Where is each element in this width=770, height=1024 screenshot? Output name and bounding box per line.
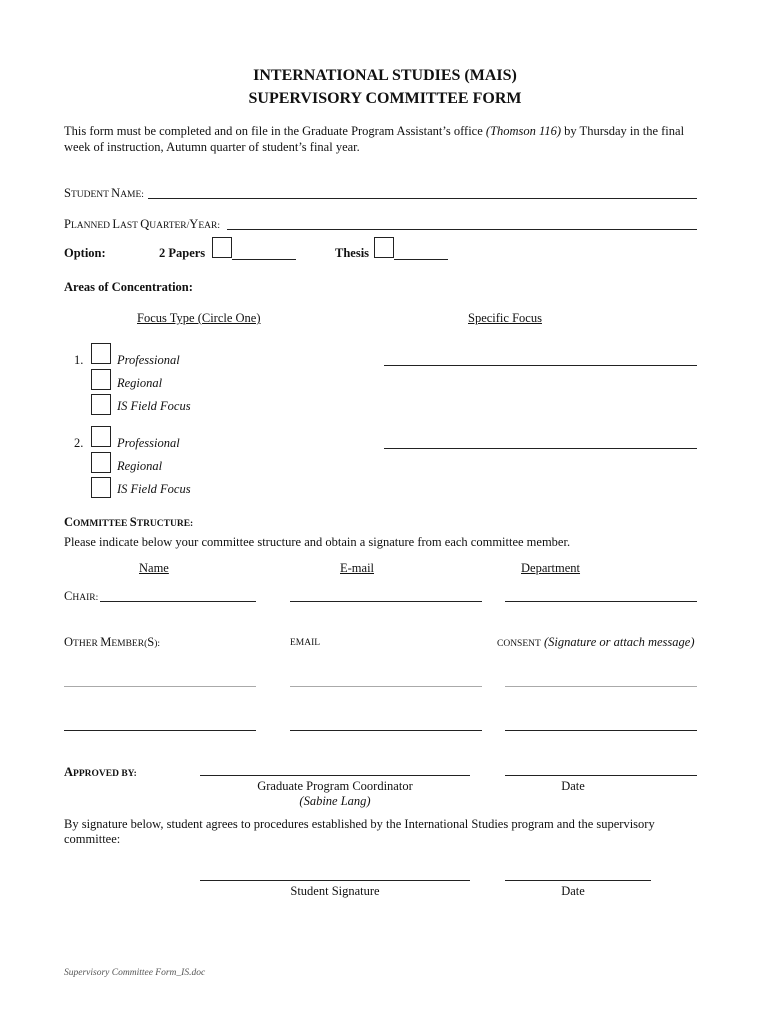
focus-1-is-field-checkbox[interactable] bbox=[91, 394, 111, 415]
focus-1-is-field-label: IS Field Focus bbox=[117, 399, 191, 413]
focus-group-1-number: 1. bbox=[74, 353, 84, 367]
focus-2-is-field-label: IS Field Focus bbox=[117, 482, 191, 496]
chair-department-field[interactable] bbox=[505, 601, 697, 602]
intro-text-line2: week of instruction, Autumn quarter of student’s final year. bbox=[64, 140, 360, 154]
specific-focus-2-field[interactable] bbox=[384, 448, 697, 449]
focus-2-professional-checkbox[interactable] bbox=[91, 426, 111, 447]
member-1-email-field[interactable] bbox=[290, 686, 482, 687]
intro-before: This form must be completed and on file in the Graduate Program Assistant’s office bbox=[64, 124, 486, 138]
student-name-field[interactable] bbox=[148, 198, 697, 199]
student-name-label: STUDENT NAME: bbox=[64, 186, 144, 200]
option-papers-checkbox[interactable] bbox=[212, 237, 232, 258]
intro-office: (Thomson 116) bbox=[485, 124, 562, 138]
focus-1-professional-label: Professional bbox=[117, 353, 180, 367]
member-2-email-field[interactable] bbox=[290, 730, 482, 731]
member-1-consent-field[interactable] bbox=[505, 686, 697, 687]
planned-quarter-label: PLANNED LAST QUARTER/YEAR: bbox=[64, 217, 220, 231]
planned-quarter-field[interactable] bbox=[227, 229, 697, 230]
member-1-name-field[interactable] bbox=[64, 686, 256, 687]
chair-name-field[interactable] bbox=[100, 601, 256, 602]
chair-label: CHAIR: bbox=[64, 589, 99, 603]
areas-heading: Areas of Concentration: bbox=[64, 280, 193, 294]
agreement-text-line2: committee: bbox=[64, 832, 121, 846]
footer-filename: Supervisory Committee Form_IS.doc bbox=[64, 968, 206, 978]
focus-2-is-field-checkbox[interactable] bbox=[91, 477, 111, 498]
focus-type-header: Focus Type (Circle One) bbox=[137, 311, 261, 325]
coordinator-date-label: Date bbox=[561, 779, 585, 793]
student-date-field[interactable] bbox=[505, 880, 651, 881]
student-date-label: Date bbox=[561, 884, 585, 898]
approved-by-label: APPROVED BY: bbox=[64, 765, 137, 779]
member-2-name-field[interactable] bbox=[64, 730, 256, 731]
focus-group-2-number: 2. bbox=[74, 436, 84, 450]
focus-2-regional-label: Regional bbox=[117, 459, 163, 473]
focus-2-professional-label: Professional bbox=[117, 436, 180, 450]
col-name-header: Name bbox=[139, 561, 169, 575]
agreement-text-line1: By signature below, student agrees to procedures established by the International Studies program and the supervisory bbox=[64, 817, 655, 831]
form-title-line2: SUPERVISORY COMMITTEE FORM bbox=[248, 90, 522, 107]
committee-instructions: Please indicate below your committee structure and obtain a signature from each committee member. bbox=[64, 535, 571, 549]
member-2-consent-field[interactable] bbox=[505, 730, 697, 731]
focus-1-professional-checkbox[interactable] bbox=[91, 343, 111, 364]
focus-2-regional-checkbox[interactable] bbox=[91, 452, 111, 473]
col-department-header: Department bbox=[521, 561, 581, 575]
coordinator-signature-field[interactable] bbox=[200, 775, 470, 776]
coordinator-date-field[interactable] bbox=[505, 775, 697, 776]
intro-text bbox=[64, 124, 684, 139]
focus-1-regional-checkbox[interactable] bbox=[91, 369, 111, 390]
specific-focus-1-field[interactable] bbox=[384, 365, 697, 366]
option-thesis-line bbox=[394, 259, 448, 260]
chair-email-field[interactable] bbox=[290, 601, 482, 602]
option-papers-label: 2 Papers bbox=[159, 246, 206, 260]
col-email-header: E-mail bbox=[340, 561, 375, 575]
other-members-label: OTHER MEMBER(S): bbox=[64, 635, 160, 649]
consent-column-label: CONSENT (Signature or attach message) bbox=[497, 635, 695, 649]
student-signature-field[interactable] bbox=[200, 880, 470, 881]
option-thesis-label: Thesis bbox=[335, 246, 370, 260]
specific-focus-header: Specific Focus bbox=[468, 311, 542, 325]
form-title-line1: INTERNATIONAL STUDIES (MAIS) bbox=[253, 67, 517, 84]
committee-heading: COMMITTEE STRUCTURE: bbox=[64, 515, 194, 529]
focus-1-regional-label: Regional bbox=[117, 376, 163, 390]
email-column-label: EMAIL bbox=[290, 638, 321, 648]
option-label: Option: bbox=[64, 246, 106, 260]
intro-after: by Thursday in the final bbox=[561, 124, 685, 138]
option-thesis-checkbox[interactable] bbox=[374, 237, 394, 258]
option-papers-line bbox=[232, 259, 296, 260]
coordinator-name: (Sabine Lang) bbox=[299, 794, 371, 808]
coordinator-label: Graduate Program Coordinator bbox=[257, 779, 413, 793]
student-signature-label: Student Signature bbox=[290, 884, 380, 898]
